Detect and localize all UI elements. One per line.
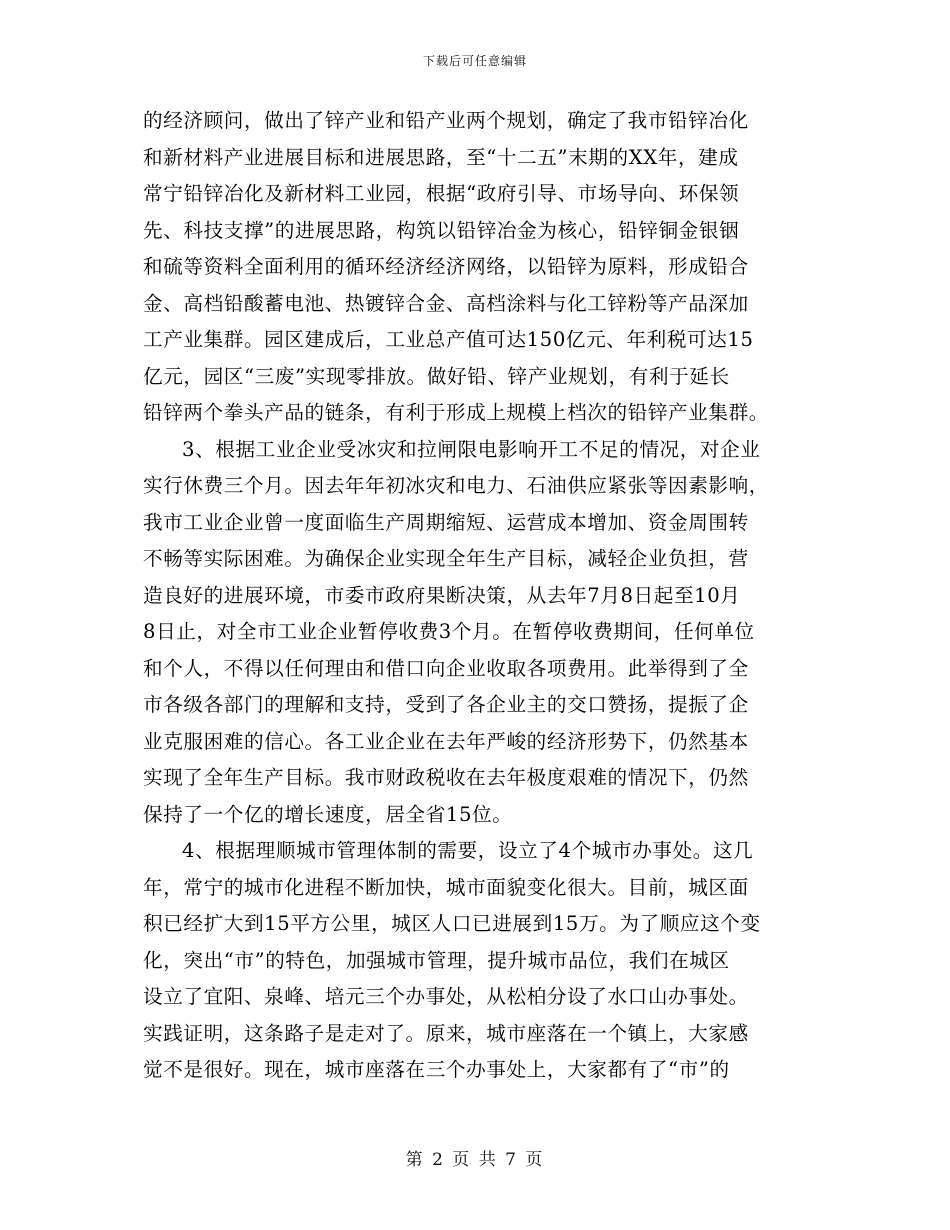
body-line: 和个人，不得以任何理由和借口向企业收取各项费用。此举得到了全 (143, 656, 749, 680)
body-line: 和新材料产业进展目标和进展思路，至“十二五”末期的XX年，建成 (143, 145, 739, 169)
body-line: 金、高档铅酸蓄电池、热镀锌合金、高档涂料与化工锌粉等产品深加 (143, 291, 749, 315)
body-line: 年，常宁的城市化进程不断加快，城市面貌变化很大。目前，城区面 (143, 875, 749, 899)
body-line: 先、科技支撑”的进展思路，构筑以铅锌冶金为核心，铅锌铜金银铟 (143, 218, 740, 242)
body-line: 实行休费三个月。因去年年初冰灾和电力、石油供应紧张等因素影响， (143, 474, 770, 497)
body-line: 8日止，对全市工业企业暂停收费3个月。在暂停收费期间，任何单位 (143, 620, 755, 643)
paragraph-start-line: 3、根据工业企业受冰灾和拉闸限电影响开工不足的情况，对企业 (182, 437, 761, 461)
body-line: 积已经扩大到15平方公里，城区人口已进展到15万。为了顺应这个变 (143, 912, 761, 935)
body-line: 铅锌两个拳头产品的链条，有利于形成上规模上档次的铅锌产业集群。 (143, 401, 770, 424)
document-body (143, 103, 807, 1089)
body-line: 我市工业企业曾一度面临生产周期缩短、运营成本增加、资金周围转 (143, 510, 749, 534)
body-line: 工产业集群。园区建成后，工业总产值可达150亿元、年利税可达15 (143, 328, 754, 351)
body-line: 市各级各部门的理解和支持，受到了各企业主的交口赞扬，提振了企 (143, 693, 749, 716)
body-line: 造良好的进展环境，市委市政府果断决策，从去年7月8日起至10月 (143, 583, 741, 607)
body-line: 业克服困难的信心。各工业企业在去年严峻的经济形势下，仍然基本 (143, 729, 749, 753)
body-line: 常宁铅锌冶化及新材料工业园，根据“政府引导、市场导向、环保领 (143, 182, 740, 205)
body-line: 实践证明，这条路子是走对了。原来，城市座落在一个镇上，大家感 (143, 1021, 749, 1045)
body-line: 和硫等资料全面利用的循环经济经济网络，以铅锌为原料，形成铅合 (143, 255, 749, 278)
paragraph-start-line: 4、根据理顺城市管理体制的需要，设立了4个城市办事处。这几 (182, 839, 754, 862)
body-line: 设立了宜阳、泉峰、培元三个办事处，从松柏分设了水口山办事处。 (143, 985, 749, 1008)
body-line: 亿元，园区“三废”实现零排放。做好铅、锌产业规划，有利于延长 (143, 364, 730, 388)
body-line: 保持了一个亿的增长速度，居全省15位。 (143, 802, 513, 826)
body-line: 化，突出“市”的特色，加强城市管理，提升城市品位，我们在城区 (143, 948, 730, 972)
page-number-footer: 第 2 页 共 7 页 (405, 1150, 545, 1170)
body-line: 实现了全年生产目标。我市财政税收在去年极度艰难的情况下，仍然 (143, 766, 749, 789)
body-line: 不畅等实际困难。为确保企业实现全年生产目标，减轻企业负担，营 (143, 547, 749, 570)
body-line: 觉不是很好。现在，城市座落在三个办事处上，大家都有了“市”的 (143, 1058, 730, 1081)
body-line: 的经济顾问，做出了锌产业和铅产业两个规划，确定了我市铅锌冶化 (143, 109, 749, 132)
page-header: 下载后可任意编辑 (422, 54, 527, 68)
